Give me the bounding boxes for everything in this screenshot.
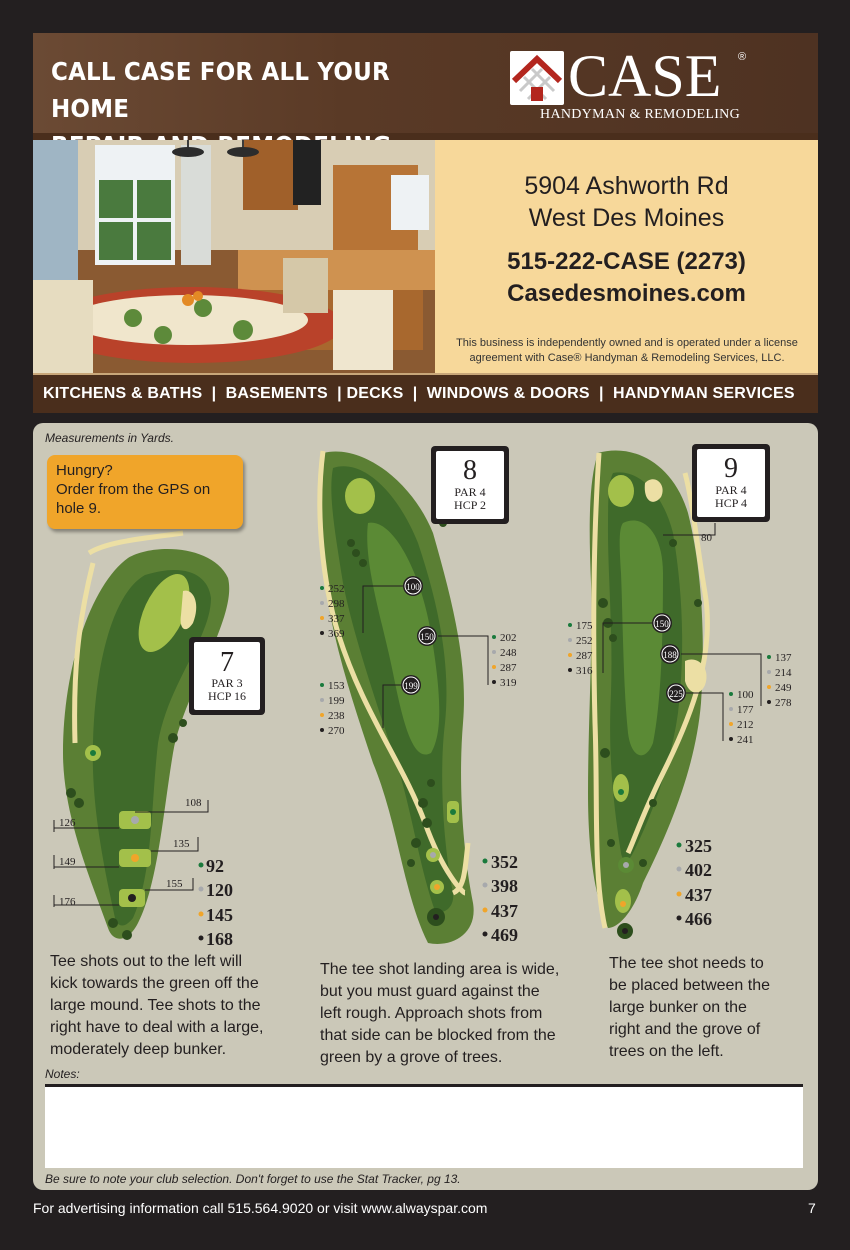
hole-8-desc-line: but you must guard against the	[320, 983, 540, 1000]
hole-9-marker-80: 80	[701, 532, 712, 544]
hole-9-150-green: 175	[576, 620, 593, 632]
hole-7-map	[54, 533, 265, 949]
hole-9-225-silver: 177	[737, 704, 754, 716]
hole-maps	[33, 423, 818, 1190]
advertising-footer: For advertising information call 515.564.9020 or visit www.alwayspar.com	[33, 1200, 488, 1216]
ad-phone[interactable]: 515-222-CASE (2273)	[507, 248, 746, 275]
hole-9-188-gold: 249	[775, 682, 792, 694]
hole-8-yards-silver: 398	[491, 876, 518, 896]
hole-9-desc-line: The tee shot needs to	[609, 955, 764, 972]
case-logo	[510, 43, 750, 123]
hole-8-callout-100: 100	[406, 582, 420, 592]
hole-9-225-black: 241	[737, 734, 754, 746]
hole-9-188-silver: 214	[775, 667, 792, 679]
hole-9-desc-line: trees on the left.	[609, 1043, 724, 1060]
hole-9-desc-line: right and the grove of	[609, 1021, 761, 1038]
logo-wordmark: CASE	[568, 43, 722, 109]
hungry-line-1: Hungry?	[56, 462, 113, 479]
hole-7-yards-gold: 145	[206, 905, 233, 925]
house-lattice-icon	[510, 51, 564, 105]
hole-8-yards-green: 352	[491, 852, 518, 872]
case-advertisement[interactable]	[33, 33, 818, 413]
hole-8-callout-199: 199	[404, 681, 418, 691]
kitchen-photo	[33, 140, 435, 373]
hole-9-number: 9	[724, 453, 738, 484]
hole-7-desc-line: large mound. Tee shots to the	[50, 997, 261, 1014]
hole-7-marker-176: 176	[59, 896, 76, 908]
hole-9-150-silver: 252	[576, 635, 593, 647]
notes-field[interactable]	[45, 1084, 803, 1168]
hole-8-199-gold: 238	[328, 710, 345, 722]
hole-8-199-silver: 199	[328, 695, 345, 707]
hole-7-desc-line: Tee shots out to the left will	[50, 953, 243, 970]
hole-8-hcp: HCP 2	[454, 498, 486, 512]
hole-8-desc-line: left rough. Approach shots from	[320, 1005, 543, 1022]
hole-7-yards-green: 92	[206, 856, 224, 876]
hole-8-desc-line: that side can be blocked from the	[320, 1027, 556, 1044]
hole-8-desc-line: The tee shot landing area is wide,	[320, 961, 560, 978]
hole-8-150-green: 202	[500, 632, 517, 644]
hole-9-callout-188: 188	[663, 650, 677, 660]
hole-8-150-gold: 287	[500, 662, 517, 674]
ad-disclaimer	[447, 336, 807, 366]
ad-headline-line-1: CALL CASE FOR ALL YOUR HOME	[51, 57, 390, 123]
hole-7-marker-126: 126	[59, 817, 76, 829]
hole-7-yards-silver: 120	[206, 880, 233, 900]
hole-9-par: PAR 4	[715, 483, 747, 497]
hole-9-callout-225: 225	[669, 689, 683, 699]
hole-7-marker-155: 155	[166, 878, 183, 890]
hole-7-marker-135: 135	[173, 838, 190, 850]
registered-mark: ®	[738, 51, 747, 63]
hole-7-marker-108: 108	[185, 797, 202, 809]
club-selection-tip: Be sure to note your club selection. Don't forget to use the Stat Tracker, pg 13.	[45, 1172, 461, 1186]
hole-7-number: 7	[220, 647, 234, 678]
hole-8-description	[320, 959, 590, 1069]
ad-disclaimer-line-2: agreement with Case® Handyman & Remodeling Services, LLC.	[469, 352, 785, 364]
hole-9-map	[568, 444, 792, 939]
hole-9-225-green: 100	[737, 689, 754, 701]
course-card	[33, 423, 818, 1190]
hole-9-callout-150: 150	[655, 619, 669, 629]
ad-header	[33, 33, 818, 133]
ad-disclaimer-line-1: This business is independently owned and is operated under a license	[456, 337, 798, 349]
hungry-line-2: Order from the GPS on	[56, 481, 211, 498]
hole-8-callout-150: 150	[420, 632, 434, 642]
hole-9-188-green: 137	[775, 652, 792, 664]
hole-9-desc-line: be placed between the	[609, 977, 771, 994]
hungry-gps-callout	[47, 455, 243, 529]
hole-9-150-gold: 287	[576, 650, 593, 662]
hole-9-description	[609, 953, 809, 1063]
ad-website-link[interactable]: Casedesmoines.com	[507, 280, 746, 307]
hole-8-par: PAR 4	[454, 485, 486, 499]
hole-7-desc-line: kick towards the green off the	[50, 975, 259, 992]
hole-8-150-silver: 248	[500, 647, 517, 659]
ad-address	[435, 170, 818, 234]
ad-contact-panel	[435, 140, 818, 373]
hole-8-desc-line: green by a grove of trees.	[320, 1049, 503, 1066]
hole-8-yards-black: 469	[491, 925, 518, 945]
hole-9-yards-gold: 437	[685, 885, 712, 905]
hole-7-marker-149: 149	[59, 856, 76, 868]
hole-8-100-green: 252	[328, 583, 345, 595]
hole-7-description	[50, 951, 300, 1061]
hole-9-225-gold: 212	[737, 719, 754, 731]
hole-9-188-black: 278	[775, 697, 792, 709]
hole-8-yards-gold: 437	[491, 901, 518, 921]
hole-9-150-black: 316	[576, 665, 593, 677]
measurements-note: Measurements in Yards.	[45, 431, 174, 445]
hole-9-yards-green: 325	[685, 836, 712, 856]
hole-7-par: PAR 3	[211, 676, 243, 690]
ad-address-street: 5904 Ashworth Rd	[524, 172, 729, 200]
hole-8-199-black: 270	[328, 725, 345, 737]
hole-8-number: 8	[463, 455, 477, 486]
hole-8-150-black: 319	[500, 677, 517, 689]
hole-9-yards-silver: 402	[685, 860, 712, 880]
page-number: 7	[808, 1200, 816, 1216]
hole-8-map	[320, 446, 518, 945]
hungry-line-3: hole 9.	[56, 500, 102, 517]
ad-services-bar: KITCHENS & BATHS | BASEMENTS | DECKS | WINDOWS & DOORS | HANDYMAN SERVICES	[33, 373, 818, 413]
hole-8-100-silver: 298	[328, 598, 345, 610]
hole-7-desc-line: right have to deal with a large,	[50, 1019, 264, 1036]
hole-7-desc-line: moderately deep bunker.	[50, 1041, 227, 1058]
notes-label: Notes:	[45, 1067, 80, 1081]
hole-8-199-green: 153	[328, 680, 345, 692]
hole-7-yards-black: 168	[206, 929, 233, 949]
hole-8-100-gold: 337	[328, 613, 345, 625]
ad-address-city: West Des Moines	[528, 204, 725, 232]
hole-9-desc-line: large bunker on the	[609, 999, 747, 1016]
logo-tagline: HANDYMAN & REMODELING	[540, 107, 740, 122]
hole-8-100-black: 369	[328, 628, 345, 640]
hole-7-hcp: HCP 16	[208, 689, 246, 703]
hole-9-yards-black: 466	[685, 909, 712, 929]
hole-9-hcp: HCP 4	[715, 496, 747, 510]
